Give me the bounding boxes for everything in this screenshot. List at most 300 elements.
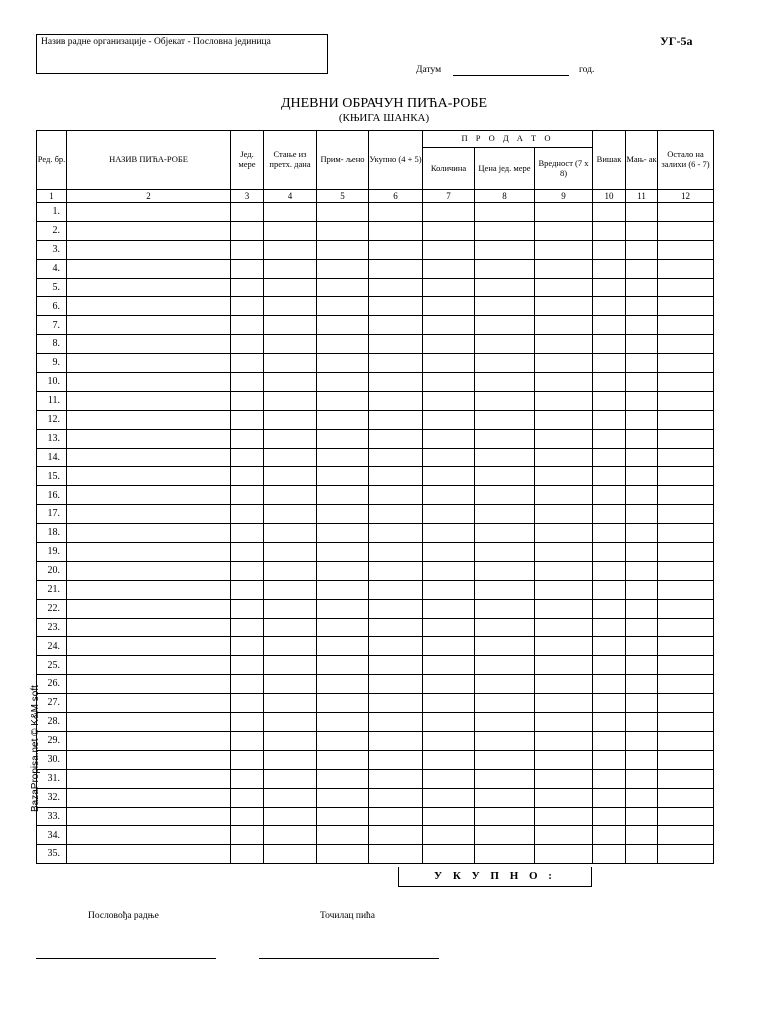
table-cell[interactable] [67, 543, 231, 562]
table-cell[interactable] [626, 429, 658, 448]
table-cell[interactable] [535, 467, 593, 486]
table-cell[interactable] [369, 788, 423, 807]
table-cell[interactable] [423, 826, 475, 845]
table-cell[interactable] [231, 769, 264, 788]
table-cell[interactable] [535, 259, 593, 278]
table-cell[interactable] [231, 429, 264, 448]
table-cell[interactable] [369, 221, 423, 240]
table-cell[interactable] [535, 354, 593, 373]
table-cell[interactable] [658, 410, 714, 429]
table-cell[interactable] [423, 694, 475, 713]
table-cell[interactable] [535, 845, 593, 864]
table-cell[interactable] [317, 297, 369, 316]
table-cell[interactable] [626, 750, 658, 769]
table-cell[interactable] [475, 675, 535, 694]
table-cell[interactable] [67, 807, 231, 826]
table-cell[interactable] [658, 599, 714, 618]
table-cell[interactable] [423, 354, 475, 373]
table-cell[interactable] [475, 694, 535, 713]
table-cell[interactable] [626, 543, 658, 562]
table-cell[interactable] [535, 297, 593, 316]
table-cell[interactable] [475, 656, 535, 675]
table-cell[interactable] [317, 505, 369, 524]
table-cell[interactable] [593, 750, 626, 769]
table-cell[interactable] [658, 297, 714, 316]
table-cell[interactable] [535, 656, 593, 675]
table-cell[interactable] [369, 297, 423, 316]
table-cell[interactable] [593, 278, 626, 297]
table-cell[interactable] [67, 524, 231, 543]
table-cell[interactable] [626, 656, 658, 675]
table-cell[interactable] [593, 580, 626, 599]
table-cell[interactable] [593, 448, 626, 467]
table-cell[interactable] [231, 807, 264, 826]
table-cell[interactable] [658, 524, 714, 543]
table-cell[interactable] [264, 373, 317, 392]
table-cell[interactable] [423, 656, 475, 675]
table-cell[interactable] [264, 618, 317, 637]
table-cell[interactable] [593, 656, 626, 675]
table-cell[interactable] [231, 845, 264, 864]
table-cell[interactable] [423, 278, 475, 297]
table-cell[interactable] [264, 599, 317, 618]
table-cell[interactable] [231, 391, 264, 410]
table-cell[interactable] [593, 203, 626, 222]
table-cell[interactable] [264, 580, 317, 599]
table-cell[interactable] [67, 637, 231, 656]
table-cell[interactable] [231, 259, 264, 278]
table-cell[interactable] [317, 561, 369, 580]
table-cell[interactable] [369, 599, 423, 618]
table-cell[interactable] [369, 316, 423, 335]
table-cell[interactable] [535, 524, 593, 543]
table-cell[interactable] [67, 410, 231, 429]
table-cell[interactable] [264, 788, 317, 807]
table-cell[interactable] [535, 580, 593, 599]
table-cell[interactable] [475, 618, 535, 637]
table-cell[interactable] [264, 750, 317, 769]
table-cell[interactable] [535, 561, 593, 580]
table-cell[interactable] [67, 373, 231, 392]
table-cell[interactable] [231, 448, 264, 467]
table-cell[interactable] [593, 373, 626, 392]
table-cell[interactable] [317, 240, 369, 259]
table-cell[interactable] [535, 807, 593, 826]
table-cell[interactable] [264, 731, 317, 750]
table-cell[interactable] [658, 391, 714, 410]
table-cell[interactable] [264, 429, 317, 448]
table-cell[interactable] [475, 505, 535, 524]
table-cell[interactable] [317, 675, 369, 694]
table-cell[interactable] [626, 505, 658, 524]
table-cell[interactable] [593, 391, 626, 410]
table-cell[interactable] [475, 750, 535, 769]
table-cell[interactable] [475, 278, 535, 297]
table-cell[interactable] [593, 524, 626, 543]
table-cell[interactable] [626, 769, 658, 788]
table-cell[interactable] [423, 845, 475, 864]
table-cell[interactable] [67, 429, 231, 448]
table-cell[interactable] [67, 845, 231, 864]
table-cell[interactable] [67, 826, 231, 845]
table-cell[interactable] [231, 240, 264, 259]
table-cell[interactable] [67, 278, 231, 297]
table-cell[interactable] [317, 599, 369, 618]
org-name-box[interactable] [36, 34, 328, 74]
table-cell[interactable] [423, 561, 475, 580]
table-cell[interactable] [535, 769, 593, 788]
table-cell[interactable] [475, 316, 535, 335]
table-cell[interactable] [658, 486, 714, 505]
table-cell[interactable] [475, 203, 535, 222]
table-cell[interactable] [658, 429, 714, 448]
table-cell[interactable] [317, 335, 369, 354]
table-cell[interactable] [658, 448, 714, 467]
table-cell[interactable] [231, 656, 264, 675]
table-cell[interactable] [475, 467, 535, 486]
table-cell[interactable] [264, 259, 317, 278]
table-cell[interactable] [67, 769, 231, 788]
table-cell[interactable] [264, 278, 317, 297]
table-cell[interactable] [423, 297, 475, 316]
manager-signature-line[interactable] [36, 958, 216, 959]
table-cell[interactable] [423, 448, 475, 467]
table-cell[interactable] [475, 580, 535, 599]
table-cell[interactable] [423, 259, 475, 278]
table-cell[interactable] [626, 391, 658, 410]
table-cell[interactable] [658, 259, 714, 278]
table-cell[interactable] [231, 486, 264, 505]
table-cell[interactable] [423, 788, 475, 807]
table-cell[interactable] [423, 580, 475, 599]
table-cell[interactable] [658, 656, 714, 675]
table-cell[interactable] [626, 486, 658, 505]
table-cell[interactable] [626, 278, 658, 297]
table-cell[interactable] [475, 807, 535, 826]
table-cell[interactable] [535, 599, 593, 618]
date-field[interactable] [453, 75, 569, 76]
table-cell[interactable] [67, 391, 231, 410]
table-cell[interactable] [593, 713, 626, 732]
table-cell[interactable] [626, 826, 658, 845]
table-cell[interactable] [626, 203, 658, 222]
table-cell[interactable] [535, 391, 593, 410]
table-cell[interactable] [67, 221, 231, 240]
table-cell[interactable] [658, 561, 714, 580]
table-cell[interactable] [593, 731, 626, 750]
table-cell[interactable] [264, 807, 317, 826]
table-cell[interactable] [626, 713, 658, 732]
table-cell[interactable] [593, 316, 626, 335]
table-cell[interactable] [626, 694, 658, 713]
table-cell[interactable] [593, 410, 626, 429]
table-cell[interactable] [475, 845, 535, 864]
table-cell[interactable] [626, 580, 658, 599]
table-cell[interactable] [535, 694, 593, 713]
table-cell[interactable] [369, 543, 423, 562]
table-cell[interactable] [423, 524, 475, 543]
table-cell[interactable] [475, 599, 535, 618]
table-cell[interactable] [317, 486, 369, 505]
table-cell[interactable] [231, 524, 264, 543]
table-cell[interactable] [67, 316, 231, 335]
table-cell[interactable] [264, 637, 317, 656]
table-cell[interactable] [626, 788, 658, 807]
table-cell[interactable] [317, 807, 369, 826]
table-cell[interactable] [475, 410, 535, 429]
table-cell[interactable] [626, 297, 658, 316]
table-cell[interactable] [626, 335, 658, 354]
table-cell[interactable] [264, 769, 317, 788]
table-cell[interactable] [423, 373, 475, 392]
table-cell[interactable] [369, 826, 423, 845]
table-cell[interactable] [264, 448, 317, 467]
table-cell[interactable] [626, 524, 658, 543]
table-cell[interactable] [658, 788, 714, 807]
table-cell[interactable] [475, 637, 535, 656]
table-cell[interactable] [369, 203, 423, 222]
table-cell[interactable] [231, 618, 264, 637]
table-cell[interactable] [658, 694, 714, 713]
table-cell[interactable] [264, 675, 317, 694]
table-cell[interactable] [264, 316, 317, 335]
table-cell[interactable] [593, 505, 626, 524]
table-cell[interactable] [67, 240, 231, 259]
table-cell[interactable] [423, 599, 475, 618]
table-cell[interactable] [475, 297, 535, 316]
table-cell[interactable] [535, 713, 593, 732]
table-cell[interactable] [369, 240, 423, 259]
table-cell[interactable] [317, 316, 369, 335]
table-cell[interactable] [317, 467, 369, 486]
table-cell[interactable] [369, 731, 423, 750]
table-cell[interactable] [626, 675, 658, 694]
table-cell[interactable] [231, 335, 264, 354]
table-cell[interactable] [264, 221, 317, 240]
table-cell[interactable] [67, 354, 231, 373]
table-cell[interactable] [593, 354, 626, 373]
table-cell[interactable] [593, 543, 626, 562]
table-cell[interactable] [658, 543, 714, 562]
table-cell[interactable] [658, 335, 714, 354]
table-cell[interactable] [369, 335, 423, 354]
table-cell[interactable] [658, 750, 714, 769]
table-cell[interactable] [535, 637, 593, 656]
table-cell[interactable] [658, 505, 714, 524]
table-cell[interactable] [369, 524, 423, 543]
table-cell[interactable] [369, 618, 423, 637]
table-cell[interactable] [317, 524, 369, 543]
table-cell[interactable] [658, 618, 714, 637]
table-cell[interactable] [658, 845, 714, 864]
table-cell[interactable] [231, 203, 264, 222]
table-cell[interactable] [475, 373, 535, 392]
table-cell[interactable] [67, 448, 231, 467]
table-cell[interactable] [369, 656, 423, 675]
table-cell[interactable] [67, 467, 231, 486]
table-cell[interactable] [317, 543, 369, 562]
table-cell[interactable] [67, 580, 231, 599]
table-cell[interactable] [535, 240, 593, 259]
table-cell[interactable] [626, 637, 658, 656]
table-cell[interactable] [231, 826, 264, 845]
table-cell[interactable] [231, 410, 264, 429]
table-cell[interactable] [475, 448, 535, 467]
table-cell[interactable] [264, 543, 317, 562]
table-cell[interactable] [593, 769, 626, 788]
table-cell[interactable] [264, 656, 317, 675]
table-cell[interactable] [317, 713, 369, 732]
table-cell[interactable] [658, 221, 714, 240]
table-cell[interactable] [231, 505, 264, 524]
table-cell[interactable] [593, 675, 626, 694]
table-cell[interactable] [658, 467, 714, 486]
table-cell[interactable] [475, 486, 535, 505]
table-cell[interactable] [423, 429, 475, 448]
table-cell[interactable] [264, 240, 317, 259]
table-cell[interactable] [535, 203, 593, 222]
table-cell[interactable] [658, 769, 714, 788]
table-cell[interactable] [231, 580, 264, 599]
table-cell[interactable] [535, 750, 593, 769]
table-cell[interactable] [369, 675, 423, 694]
table-cell[interactable] [264, 467, 317, 486]
table-cell[interactable] [264, 561, 317, 580]
table-cell[interactable] [67, 297, 231, 316]
table-cell[interactable] [317, 637, 369, 656]
table-cell[interactable] [317, 618, 369, 637]
table-cell[interactable] [317, 221, 369, 240]
table-cell[interactable] [593, 637, 626, 656]
bartender-signature-line[interactable] [259, 958, 439, 959]
table-cell[interactable] [475, 561, 535, 580]
table-cell[interactable] [264, 713, 317, 732]
table-cell[interactable] [67, 618, 231, 637]
table-cell[interactable] [535, 788, 593, 807]
table-cell[interactable] [535, 543, 593, 562]
table-cell[interactable] [369, 259, 423, 278]
table-cell[interactable] [626, 316, 658, 335]
table-cell[interactable] [369, 769, 423, 788]
table-cell[interactable] [626, 807, 658, 826]
table-cell[interactable] [475, 543, 535, 562]
table-cell[interactable] [535, 410, 593, 429]
table-cell[interactable] [423, 391, 475, 410]
table-cell[interactable] [231, 750, 264, 769]
table-cell[interactable] [369, 845, 423, 864]
table-cell[interactable] [231, 467, 264, 486]
table-cell[interactable] [626, 599, 658, 618]
table-cell[interactable] [67, 203, 231, 222]
table-cell[interactable] [658, 316, 714, 335]
table-cell[interactable] [658, 713, 714, 732]
table-cell[interactable] [264, 845, 317, 864]
table-cell[interactable] [423, 637, 475, 656]
table-cell[interactable] [423, 467, 475, 486]
table-cell[interactable] [475, 335, 535, 354]
table-cell[interactable] [67, 505, 231, 524]
table-cell[interactable] [535, 731, 593, 750]
table-cell[interactable] [369, 561, 423, 580]
table-cell[interactable] [535, 675, 593, 694]
table-cell[interactable] [264, 486, 317, 505]
table-cell[interactable] [626, 221, 658, 240]
table-cell[interactable] [593, 618, 626, 637]
table-cell[interactable] [423, 750, 475, 769]
table-cell[interactable] [67, 731, 231, 750]
table-cell[interactable] [423, 505, 475, 524]
table-cell[interactable] [658, 637, 714, 656]
table-cell[interactable] [369, 486, 423, 505]
table-cell[interactable] [475, 240, 535, 259]
table-cell[interactable] [231, 713, 264, 732]
table-cell[interactable] [67, 675, 231, 694]
table-cell[interactable] [317, 410, 369, 429]
table-cell[interactable] [626, 467, 658, 486]
table-cell[interactable] [626, 354, 658, 373]
table-cell[interactable] [475, 713, 535, 732]
table-cell[interactable] [593, 335, 626, 354]
table-cell[interactable] [658, 354, 714, 373]
table-cell[interactable] [231, 297, 264, 316]
table-cell[interactable] [231, 543, 264, 562]
table-cell[interactable] [67, 561, 231, 580]
table-cell[interactable] [593, 807, 626, 826]
table-cell[interactable] [369, 448, 423, 467]
table-cell[interactable] [231, 675, 264, 694]
table-cell[interactable] [67, 713, 231, 732]
table-cell[interactable] [535, 316, 593, 335]
table-cell[interactable] [369, 807, 423, 826]
table-cell[interactable] [264, 203, 317, 222]
table-cell[interactable] [231, 694, 264, 713]
table-cell[interactable] [264, 524, 317, 543]
table-cell[interactable] [658, 203, 714, 222]
table-cell[interactable] [423, 675, 475, 694]
table-cell[interactable] [593, 845, 626, 864]
table-cell[interactable] [369, 505, 423, 524]
table-cell[interactable] [535, 505, 593, 524]
table-cell[interactable] [423, 618, 475, 637]
table-cell[interactable] [369, 580, 423, 599]
table-cell[interactable] [626, 448, 658, 467]
table-cell[interactable] [535, 221, 593, 240]
table-cell[interactable] [593, 467, 626, 486]
table-cell[interactable] [658, 580, 714, 599]
table-cell[interactable] [317, 391, 369, 410]
table-cell[interactable] [317, 788, 369, 807]
table-cell[interactable] [231, 221, 264, 240]
table-cell[interactable] [317, 750, 369, 769]
table-cell[interactable] [423, 731, 475, 750]
table-cell[interactable] [535, 278, 593, 297]
table-cell[interactable] [369, 410, 423, 429]
table-cell[interactable] [593, 826, 626, 845]
table-cell[interactable] [369, 694, 423, 713]
table-cell[interactable] [317, 580, 369, 599]
table-cell[interactable] [369, 467, 423, 486]
table-cell[interactable] [317, 656, 369, 675]
table-cell[interactable] [475, 391, 535, 410]
table-cell[interactable] [626, 845, 658, 864]
table-cell[interactable] [593, 599, 626, 618]
table-cell[interactable] [423, 203, 475, 222]
table-cell[interactable] [475, 826, 535, 845]
table-cell[interactable] [423, 335, 475, 354]
table-cell[interactable] [626, 731, 658, 750]
table-cell[interactable] [626, 240, 658, 259]
table-cell[interactable] [231, 599, 264, 618]
